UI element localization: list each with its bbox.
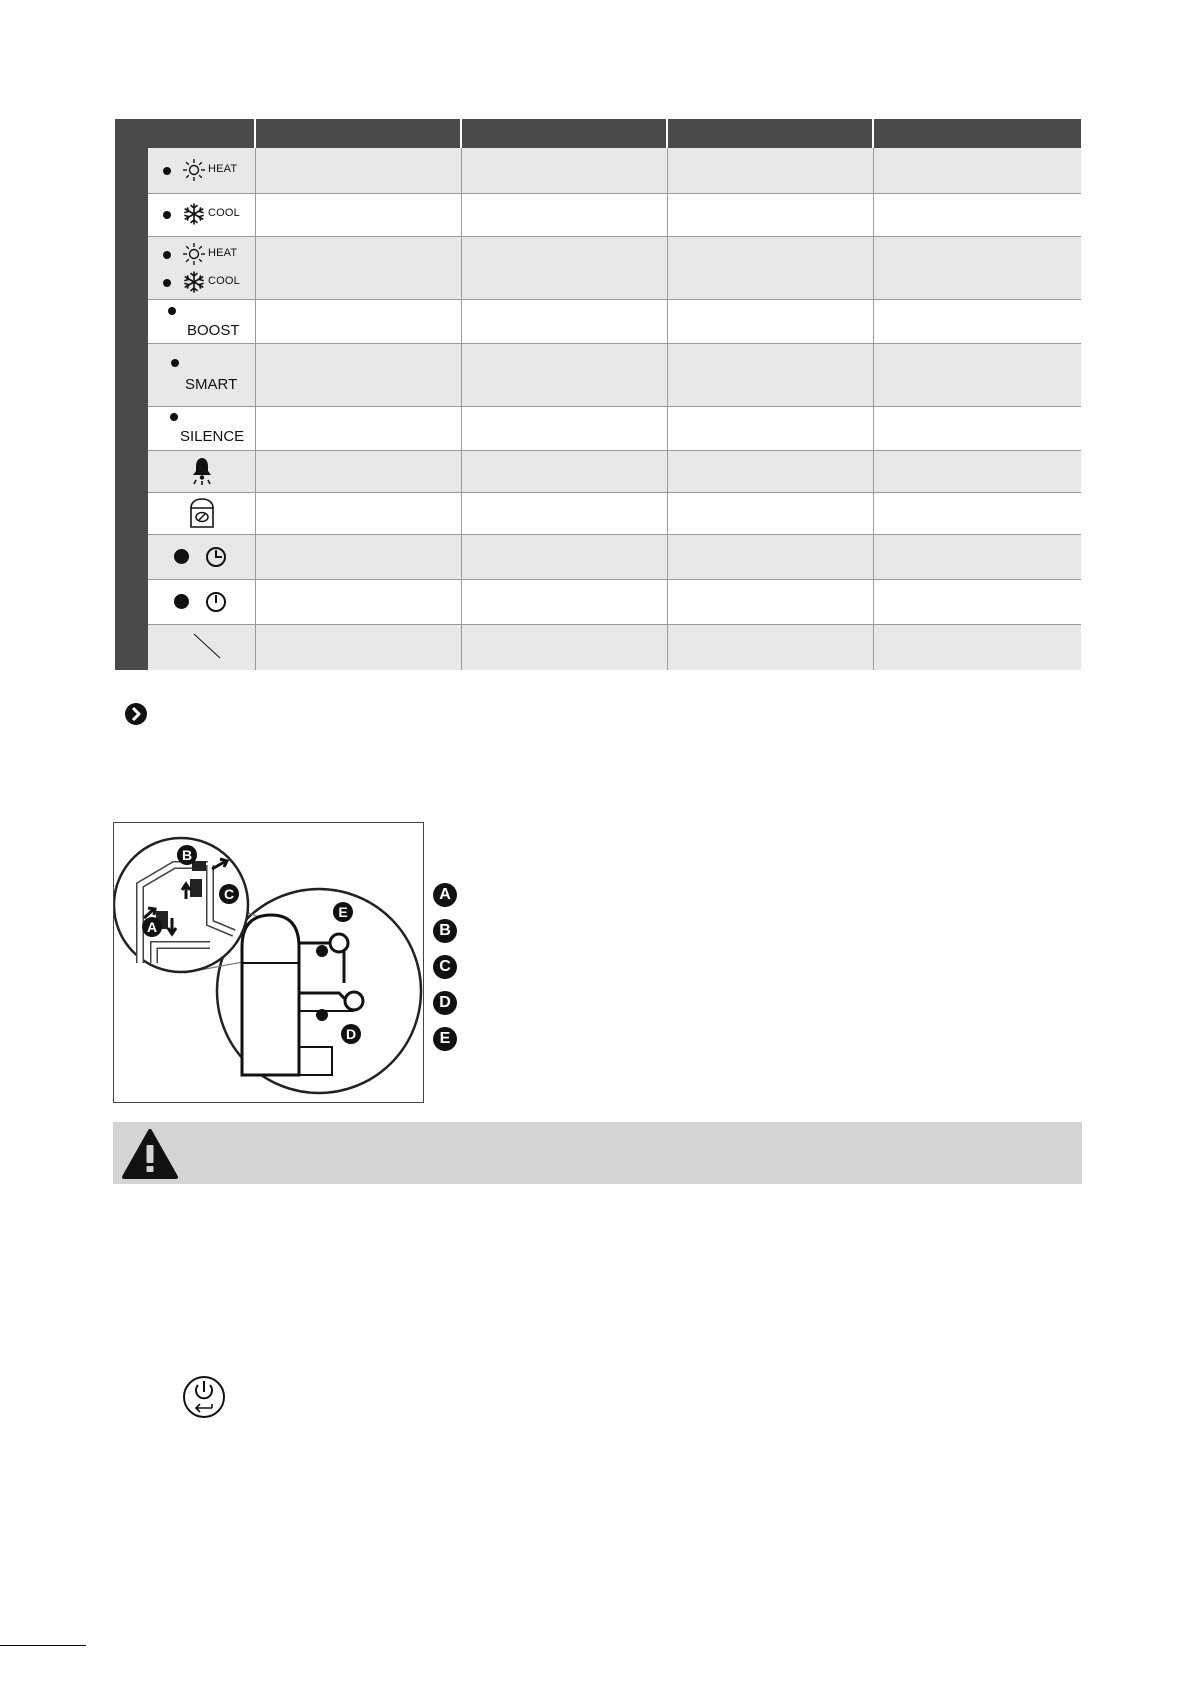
led-dot — [163, 279, 171, 287]
led-dot — [163, 251, 171, 259]
led-dot — [168, 307, 176, 315]
indicator-label: BOOST — [187, 322, 240, 339]
table-row — [148, 534, 1081, 579]
svg-text:C: C — [223, 886, 235, 902]
table-row — [148, 148, 1081, 193]
indicator-label: HEAT — [208, 163, 238, 175]
legend-letter-b: B — [433, 919, 457, 943]
filter-icon — [188, 497, 216, 529]
snowflake-icon — [182, 202, 206, 226]
callout-b — [177, 845, 197, 865]
indicator-label: SMART — [185, 376, 238, 393]
snowflake-icon — [182, 270, 206, 294]
callout-a — [142, 917, 162, 937]
table-row — [148, 450, 1081, 492]
indicator-boost — [148, 299, 255, 343]
power-icon — [205, 591, 227, 613]
sun-icon — [182, 242, 206, 266]
indicator-power — [148, 579, 255, 624]
timer-icon — [205, 546, 227, 568]
warning-icon — [121, 1128, 179, 1180]
svg-text:E: E — [338, 904, 348, 920]
chevron-right-circle-icon — [124, 702, 148, 726]
indicator-filter — [148, 492, 255, 534]
table-row — [148, 236, 1081, 299]
legend-letter-d: D — [433, 991, 457, 1015]
indicator-silence — [148, 406, 255, 450]
table-row — [148, 193, 1081, 236]
led-dot — [163, 211, 171, 219]
table-row — [148, 579, 1081, 624]
indicator-timer — [148, 534, 255, 579]
led-dot — [174, 594, 189, 609]
indicator-cool — [148, 193, 255, 236]
legend-letter-c: C — [433, 955, 457, 979]
table-row — [148, 406, 1081, 450]
indicator-label: SILENCE — [180, 428, 245, 445]
indicator-heat — [148, 148, 255, 193]
status-table — [115, 119, 1081, 670]
table-row — [148, 624, 1081, 670]
led-dot — [170, 413, 178, 421]
warning-banner — [113, 1122, 1082, 1184]
bell-alarm-icon — [189, 456, 215, 486]
indicator-empty — [148, 624, 255, 670]
table-row — [148, 343, 1081, 406]
sun-icon — [182, 158, 206, 182]
pipe-connection-illustration — [114, 823, 423, 1102]
indicator-label: COOL — [208, 275, 240, 287]
diagonal-line — [192, 632, 222, 660]
indicator-label: HEAT — [208, 247, 238, 259]
table-side-bar — [115, 148, 148, 670]
svg-text:D: D — [345, 1026, 357, 1042]
indicator-heat-cool — [148, 236, 255, 299]
svg-text:A: A — [146, 919, 158, 935]
led-dot — [174, 549, 189, 564]
table-row — [148, 299, 1081, 343]
footer-rule — [0, 1645, 86, 1646]
legend-letter-e: E — [433, 1027, 457, 1051]
installation-diagram — [113, 822, 424, 1103]
power-return-icon — [182, 1375, 226, 1419]
indicator-smart — [148, 343, 255, 406]
callout-d — [341, 1024, 361, 1044]
svg-text:B: B — [181, 847, 193, 863]
table-row — [148, 492, 1081, 534]
callout-c — [219, 884, 239, 904]
indicator-alarm — [148, 450, 255, 492]
table-header — [115, 119, 1081, 148]
callout-e — [333, 902, 353, 922]
indicator-label: COOL — [208, 207, 240, 219]
led-dot — [171, 359, 179, 367]
led-dot — [163, 167, 171, 175]
legend-letter-a: A — [433, 883, 457, 907]
